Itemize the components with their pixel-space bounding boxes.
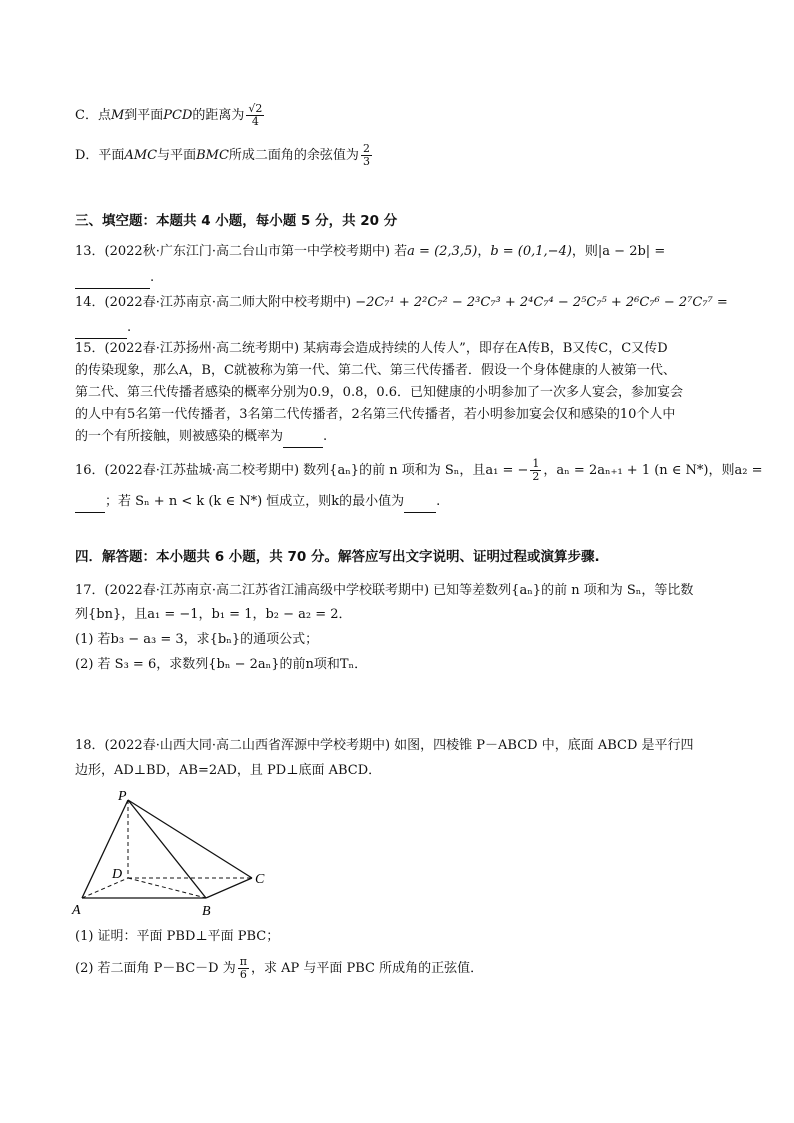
q13-end: . <box>150 270 155 285</box>
q18-line: 边形，AD⊥BD，AB=2AD，且 PD⊥底面 ABCD． <box>75 763 382 778</box>
question-16 <box>75 458 762 483</box>
q18-fraction <box>238 956 249 981</box>
q16-line1a: 16．(2022春·江苏盐城·高二校考期中) 数列{aₙ}的前 n 项和为 Sₙ，且a₁ = − <box>75 463 529 478</box>
question-13 <box>75 241 665 263</box>
option-d-prefix: D．平面 <box>75 148 125 163</box>
plane-bmc: BMC <box>196 148 229 163</box>
option-d-fraction <box>361 143 372 168</box>
question-14 <box>75 292 728 314</box>
answer-blank[interactable] <box>283 433 323 448</box>
option-c-tail: 的距离为 <box>192 108 245 123</box>
q14-expression: −2C₇¹ + 2²C₇² − 2³C₇³ + 2⁴C₇⁴ − 2⁵C₇⁵ + 2⁶C₇⁶ − 2⁷C₇⁷ = <box>355 295 728 310</box>
fraction-denominator: 4 <box>251 115 259 128</box>
q18-sub2-a: (2) 若二面角 P－BC－D 为 <box>75 961 236 976</box>
answer-blank[interactable] <box>404 498 436 513</box>
q15-line: 的一个有所接触，则被感染的概率为 <box>75 429 284 444</box>
q13-source: 13．(2022秋·广东江门·高二台山市第一中学校考期中) 若 <box>75 244 408 259</box>
q16-line2 <box>75 491 440 513</box>
fraction-denominator: 6 <box>239 968 247 981</box>
option-c-mid: 到平面 <box>124 108 164 123</box>
label-c: C <box>255 872 265 887</box>
q15-line: 15．(2022春·江苏扬州·高二统考期中) 某病毒会造成持续的人传人”，即存在A传B，B又传C，C又传D <box>75 341 668 356</box>
q15-end: . <box>323 429 328 444</box>
q16-line1b: ，aₙ = 2aₙ₊₁ + 1 (n ∈ N*)，则a₂ = <box>543 463 763 478</box>
option-c <box>75 103 266 128</box>
plane-amc: AMC <box>124 148 158 163</box>
q16-line2a: ；若 Sₙ + n < k (k ∈ N*) 恒成立，则k的最小值为 <box>105 494 405 509</box>
q17-sub2: (2) 若 S₃ = 6，求数列{bₙ − 2aₙ}的前n项和Tₙ． <box>75 657 368 672</box>
plane-pcd: PCD <box>163 108 193 123</box>
fraction-numerator: 2 <box>362 142 370 155</box>
option-d-tail: 所成二面角的余弦值为 <box>228 148 359 163</box>
answer-blank[interactable] <box>75 324 127 339</box>
q18-sub2 <box>75 956 483 981</box>
q13-tail: ，则|a − 2b| = <box>571 244 666 259</box>
pyramid-figure <box>66 786 286 926</box>
label-a: A <box>72 903 81 918</box>
q17-sub1: (1) 若b₃ − a₃ = 3，求{bₙ}的通项公式； <box>75 632 319 647</box>
vector-b: b = (0,1,−4) <box>490 244 572 259</box>
q15-line: 第二代、第三代传播者感染的概率分别为0.9，0.8，0.6．已知健康的小明参加了一次多人宴会，参加宴会 <box>75 385 684 400</box>
q15-line: 的传染现象，那么A，B，C就被称为第一代、第二代、第三代传播者．假设一个身体健康的人被第一代、 <box>75 363 676 378</box>
fraction-numerator: π <box>239 955 247 968</box>
q15-line: 的人中有5名第一代传播者，3名第二代传播者，2名第三代传播者，若小明参加宴会仅和感染的10个人中 <box>75 407 676 422</box>
option-c-fraction <box>246 103 264 128</box>
q18-sub1: (1) 证明：平面 PBD⊥平面 PBC； <box>75 929 280 944</box>
q16-line2-end: . <box>436 494 441 509</box>
q14-answer-line <box>75 317 131 339</box>
q17-line: 列{bn}，且a₁ = −1，b₁ = 1，b₂ − a₂ = 2． <box>75 607 352 622</box>
option-c-prefix: C．点 <box>75 108 111 123</box>
option-d-mid: 与平面 <box>157 148 197 163</box>
fraction-denominator: 2 <box>532 470 540 483</box>
q14-end: . <box>127 320 132 335</box>
label-p: P <box>118 789 127 804</box>
point-m: M <box>110 108 125 123</box>
answer-blank[interactable] <box>75 498 105 513</box>
fraction-numerator: 1 <box>532 457 540 470</box>
q18-line: 18．(2022春·山西大同·高二山西省浑源中学校考期中) 如图，四棱锥 P－ABCD 中，底面 ABCD 是平行四 <box>75 738 694 753</box>
fraction-numerator: √2 <box>248 102 263 115</box>
q14-source: 14．(2022春·江苏南京·高二师大附中校考期中) <box>75 295 352 310</box>
q17-line: 17．(2022春·江苏南京·高二江苏省江浦高级中学校联考期中) 已知等差数列{aₙ}的前 n 项和为 Sₙ，等比数 <box>75 583 694 598</box>
q15-last-line <box>75 426 327 448</box>
fraction-denominator: 3 <box>362 155 370 168</box>
label-d: D <box>112 867 123 882</box>
vector-a: a = (2,3,5) <box>407 244 478 259</box>
q16-fraction <box>530 458 541 483</box>
label-b: B <box>202 904 211 919</box>
q13-sep: ， <box>477 244 491 259</box>
section-3-title: 三、填空题：本题共 4 小题，每小题 5 分，共 20 分 <box>75 213 398 229</box>
answer-blank[interactable] <box>75 274 150 289</box>
q18-sub2-b: ，求 AP 与平面 PBC 所成角的正弦值． <box>250 961 484 976</box>
option-d <box>75 143 374 168</box>
q13-answer-line <box>75 267 154 289</box>
section-4-title: 四．解答题：本小题共 6 小题，共 70 分。解答应写出文字说明、证明过程或演算步骤. <box>75 549 600 565</box>
